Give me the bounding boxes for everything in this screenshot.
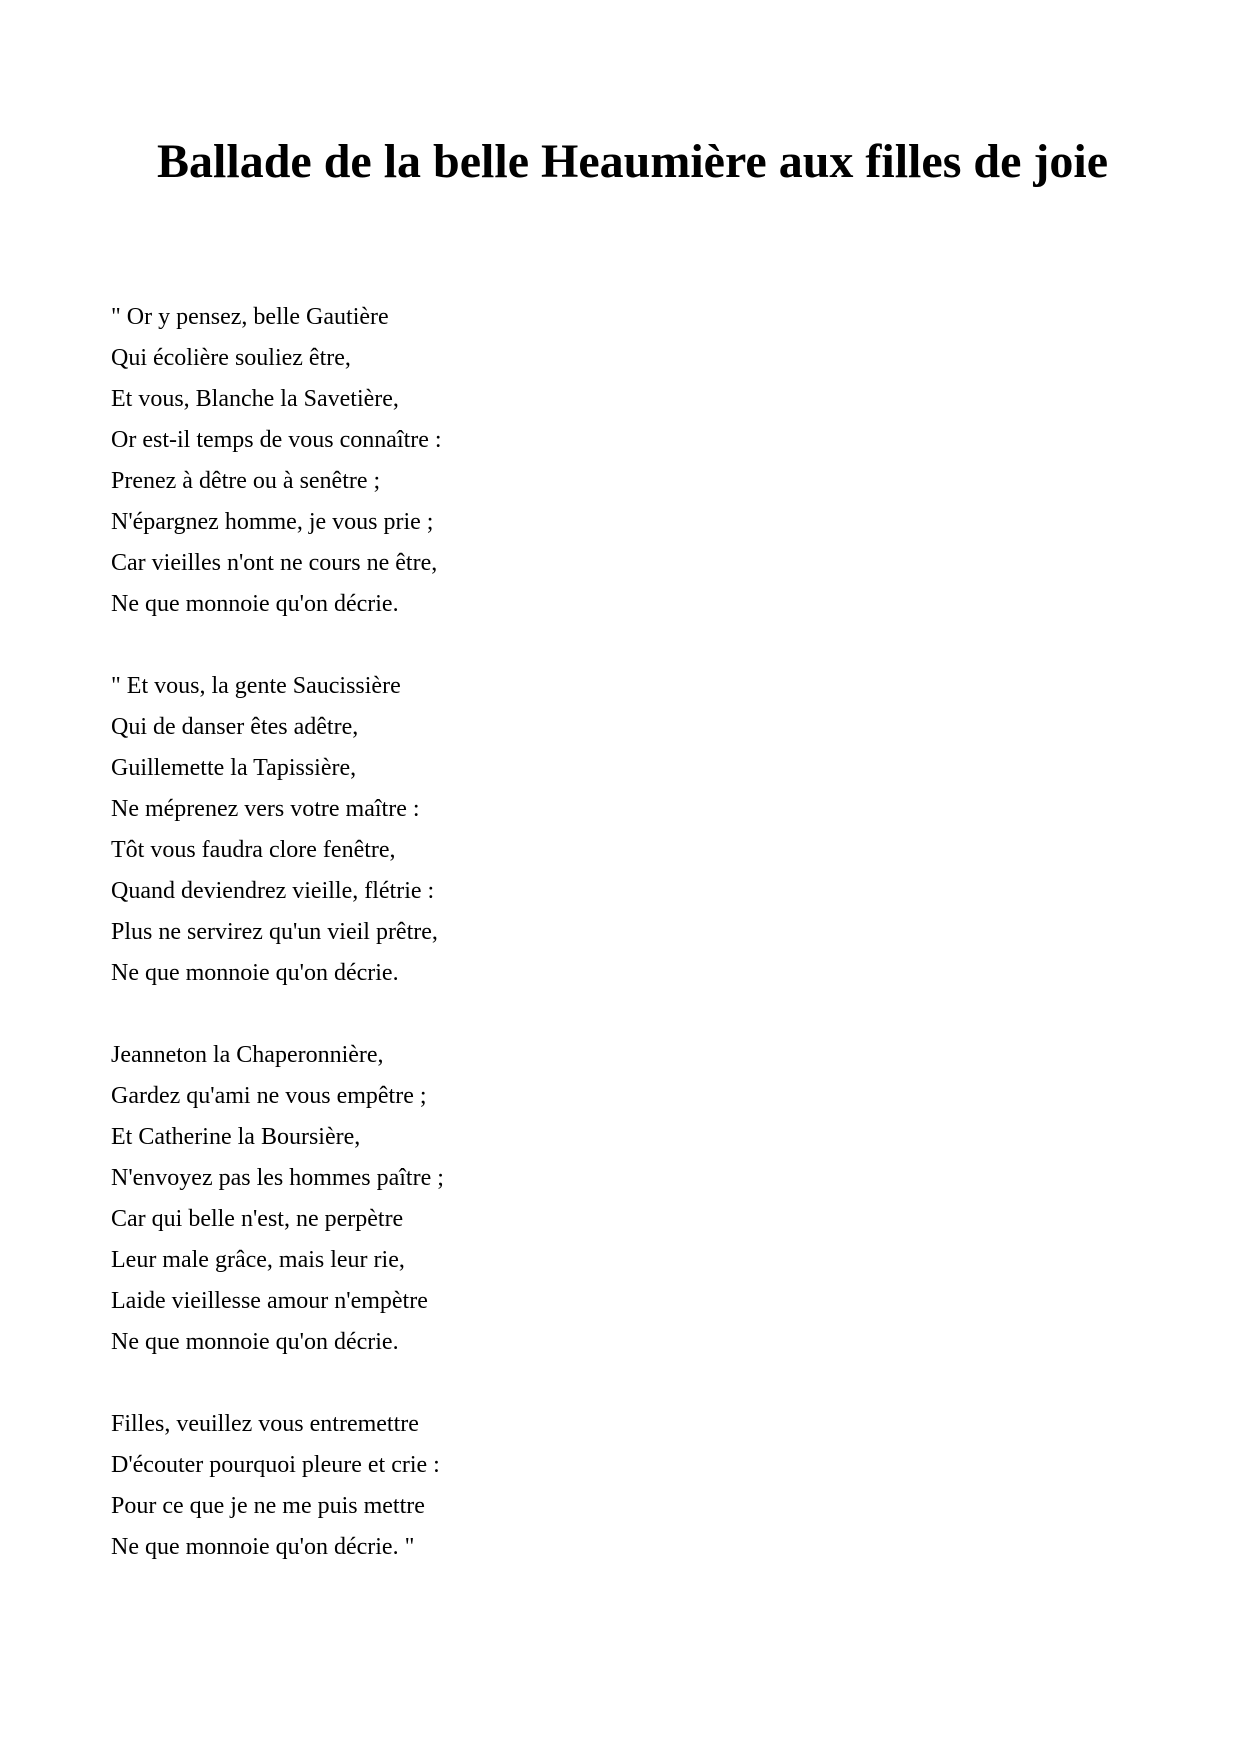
- verse-line: Plus ne servirez qu'un vieil prêtre,: [111, 919, 438, 945]
- verse-line: Guillemette la Tapissière,: [111, 755, 357, 781]
- verse-line: " Or y pensez, belle Gautière: [111, 304, 389, 330]
- verse-line: Qui de danser êtes adêtre,: [111, 714, 359, 740]
- verse-line: Leur male grâce, mais leur rie,: [111, 1247, 405, 1273]
- verse-line: Ne que monnoie qu'on décrie. ": [111, 1534, 415, 1560]
- verse-line: Et vous, Blanche la Savetière,: [111, 386, 399, 412]
- verse-line: N'épargnez homme, je vous prie ;: [111, 509, 434, 535]
- verse-line: Qui écolière souliez être,: [111, 345, 351, 371]
- verse-line: Gardez qu'ami ne vous empêtre ;: [111, 1083, 427, 1109]
- verse-line: Car qui belle n'est, ne perpètre: [111, 1206, 404, 1232]
- verse-line: Tôt vous faudra clore fenêtre,: [111, 837, 396, 863]
- verse-line: Et Catherine la Boursière,: [111, 1124, 361, 1150]
- verse-line: Car vieilles n'ont ne cours ne être,: [111, 550, 438, 576]
- verse-line: Jeanneton la Chaperonnière,: [111, 1042, 384, 1068]
- verse-line: Filles, veuillez vous entremettre: [111, 1411, 419, 1437]
- verse-line: Ne que monnoie qu'on décrie.: [111, 591, 399, 617]
- stanza-1: [111, 297, 911, 625]
- verse-line: Prenez à dêtre ou à senêtre ;: [111, 468, 381, 494]
- verse-line: Ne que monnoie qu'on décrie.: [111, 1329, 399, 1355]
- verse-line: N'envoyez pas les hommes paître ;: [111, 1165, 444, 1191]
- verse-line: Or est-il temps de vous connaître :: [111, 427, 442, 453]
- verse-line: D'écouter pourquoi pleure et crie :: [111, 1452, 440, 1478]
- stanza-2: [111, 666, 911, 994]
- stanza-3: [111, 1035, 911, 1363]
- verse-line: Laide vieillesse amour n'empètre: [111, 1288, 428, 1314]
- page-title: Ballade de la belle Heaumière aux filles de joie: [157, 135, 1108, 188]
- poem-body: [111, 297, 911, 1609]
- stanza-4: [111, 1404, 911, 1568]
- verse-line: Quand deviendrez vieille, flétrie :: [111, 878, 435, 904]
- verse-line: " Et vous, la gente Saucissière: [111, 673, 401, 699]
- verse-line: Pour ce que je ne me puis mettre: [111, 1493, 425, 1519]
- verse-line: Ne que monnoie qu'on décrie.: [111, 960, 399, 986]
- verse-line: Ne méprenez vers votre maître :: [111, 796, 420, 822]
